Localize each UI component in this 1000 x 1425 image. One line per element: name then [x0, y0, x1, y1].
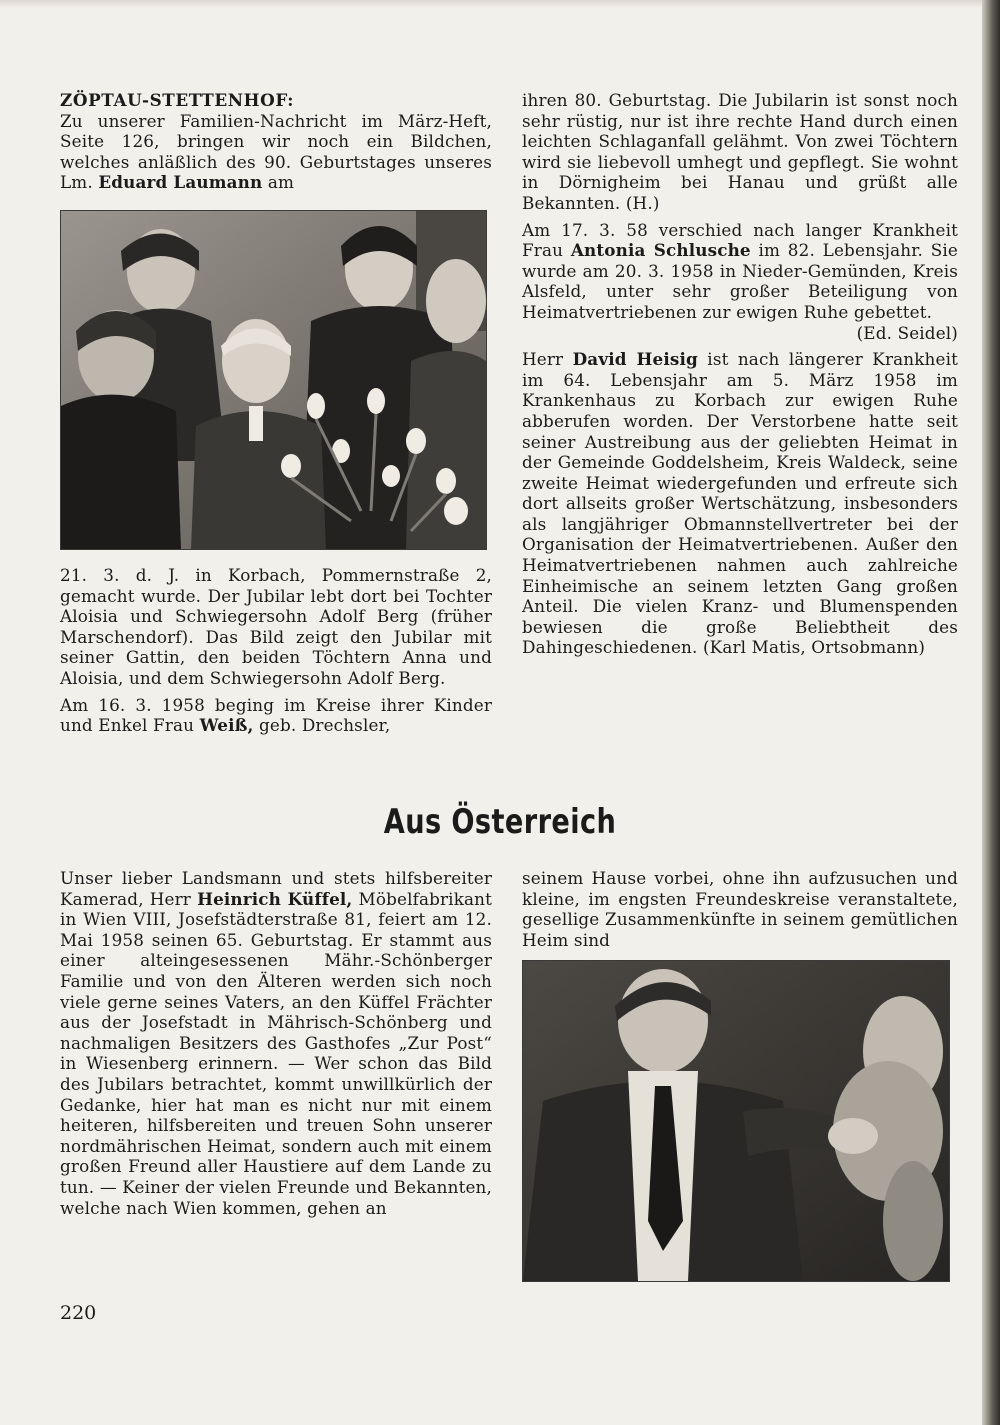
article-paragraph	[60, 695, 492, 736]
person-name: Weiß,	[199, 715, 254, 736]
person-name: David Heisig	[572, 349, 698, 370]
person-name: Eduard Laumann	[98, 172, 263, 193]
paragraph-text: im 82. Lebensjahr. Sie wurde am 20. 3. 1958 in Nieder-Gemünden, Kreis Alsfeld, unter sehr großer Beteiligung von Heimatvertriebenen zur ewigen Ruhe gebettet.	[522, 240, 958, 322]
person-name: Antonia Schlusche	[570, 240, 751, 261]
paragraph-text: ist nach längerer Krankheit im 64. Lebensjahr am 5. März 1958 im Krankenhaus zu Korbach zur ewigen Ruhe abberufen worden. Der Verstorbene hatte seit seiner Austreibung aus der geliebten Heimat in der Gemeinde Goddelsheim, Kreis Waldeck, seine zweite Heimat wiedergefunden und erfreute sich dort allseits großer Wertschätzung, insbesonders als langjähriger Obmannstellvertreter bei der Organisation der Heimatvertriebenen. Außer den Heimatvertriebenen nahmen auch zahlreiche Einheimische an seinem letzten Gang großen Anteil. Die vielen Kranz- und Blumenspenden bewiesen die große Beliebtheit des Dahingeschiedenen. (Karl Matis, Ortsobmann)	[522, 349, 959, 658]
jubilar-with-animal-photo	[522, 960, 950, 1282]
jubilar-with-animal-photo-image	[523, 961, 949, 1281]
article-paragraph	[60, 90, 492, 193]
article-austria-continued	[522, 868, 958, 956]
article-zoeptau-continued	[60, 565, 492, 742]
article-paragraph: 21. 3. d. J. in Korbach, Pommernstraße 2, gemacht wurde. Der Jubilar lebt dort bei Tochter Aloisia und Schwiegersohn Adolf Berg (früher Marschendorf). Das Bild zeigt den Jubilar mit seiner Gattin, den beiden Töchtern Anna und Aloisia, und dem Schwiegersohn Adolf Berg.	[60, 565, 492, 688]
paragraph-text: Am 16. 3. 1958 beging im Kreise ihrer Kinder und Enkel Frau	[60, 694, 492, 736]
paragraph-text: Möbelfabrikant in Wien VIII, Josefstädterstraße 81, feiert am 12. Mai 1958 seinen 65. Geburtstag. Er stammt aus einer alteingesessenen Mähr.-Schönberger Familie und von den Älteren werden sich noch viele gerne seines Vaters, an den Küffel Frächter aus der Josefstadt in Mährisch-Schönberg und nachmaligen Besitzers des Gasthofes „Zur Post“ in Wiesenberg erinnern. — Wer schon das Bild des Jubilars betrachtet, kommt unwillkürlich der Gedanke, hier hat man es nicht nur mit einem heiteren, hilfsbereiten und treuen Sohn unserer nordmährischen Heimat, sondern auch mit einem großen Freund aller Haustiere auf dem Lande zu tun. — Keiner der vielen Freunde und Bekannten, welche nach Wien kommen, gehen an	[60, 888, 493, 1218]
paragraph-text: Zu unserer Familien-Nachricht im März-Heft, Seite 126, bringen wir noch ein Bildchen, welches anläßlich des 90. Geburtstages unseres Lm.	[60, 110, 492, 193]
author-signature: (Ed. Seidel)	[856, 322, 958, 343]
paragraph-text: geb. Drechsler,	[258, 715, 391, 736]
article-paragraph	[60, 868, 492, 1218]
page-number: 220	[60, 1302, 97, 1324]
person-name: Heinrich Küffel,	[197, 888, 353, 909]
article-paragraph	[522, 349, 958, 658]
page-top-edge	[0, 0, 1000, 8]
paragraph-text: Unser lieber Landsmann und stets hilfsbereiter Kamerad, Herr	[60, 868, 492, 909]
family-group-photo-image	[61, 211, 486, 549]
article-right-column-top	[522, 90, 958, 664]
article-paragraph: seinem Hause vorbei, ohne ihn aufzusuchen und kleine, im engsten Freundeskreise veranstaltete, gesellige Zusammenkünfte in seinem gemütlichen Heim sind	[522, 868, 958, 950]
article-paragraph: ihren 80. Geburtstag. Die Jubilarin ist sonst noch sehr rüstig, nur ist ihre rechte Hand durch einen leichten Schlaganfall gelähmt. Von zwei Töchtern wird sie liebevoll umhegt und gepflegt. Sie wohnt in Dörnigheim bei Hanau und grüßt alle Bekannten. (H.)	[522, 90, 958, 213]
paragraph-text: Herr	[522, 349, 564, 370]
article-heading: ZÖPTAU-STETTENHOF:	[60, 90, 295, 110]
article-paragraph	[522, 220, 958, 344]
family-group-photo	[60, 210, 487, 550]
article-zoeptau-intro	[60, 90, 492, 199]
paragraph-text: Am 17. 3. 58 verschied nach langer Krankheit Frau	[522, 219, 958, 261]
section-title: Aus Österreich	[383, 802, 617, 842]
paragraph-text: am	[267, 172, 295, 193]
article-austria	[60, 868, 492, 1224]
page-binding-edge	[982, 0, 1000, 1425]
